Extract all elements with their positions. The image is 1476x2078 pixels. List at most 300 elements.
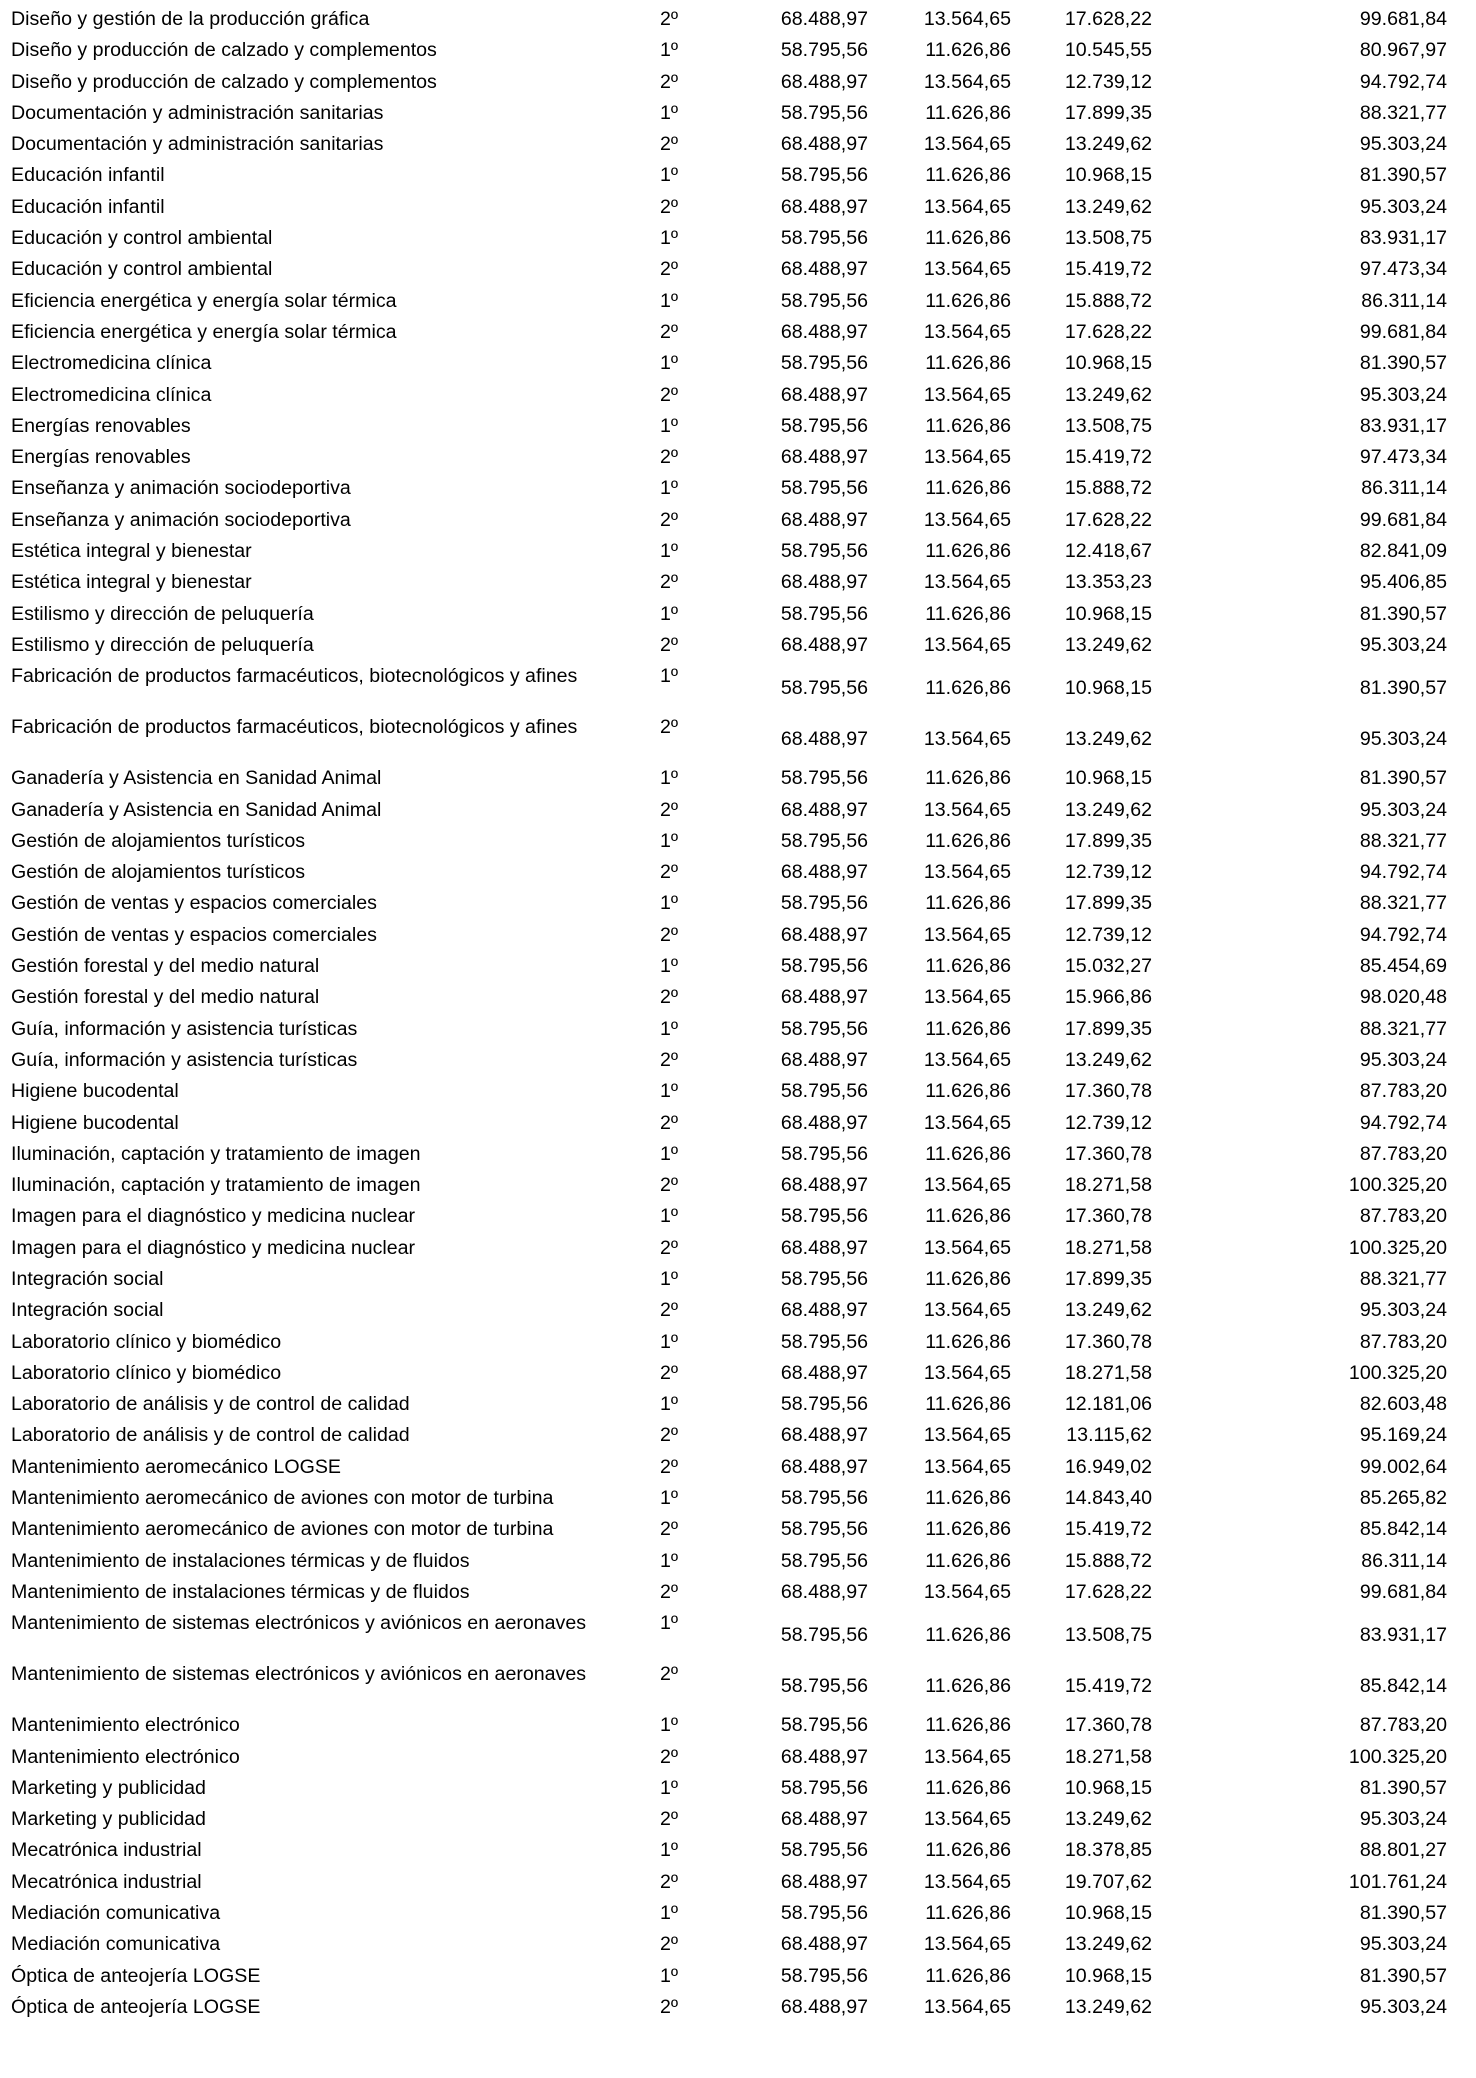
course-year: 2º bbox=[660, 133, 679, 156]
table-row bbox=[0, 708, 1476, 759]
amount-1: 68.488,97 bbox=[780, 1236, 868, 1259]
amount-2: 11.626,86 bbox=[925, 1017, 1011, 1040]
total-amount: 83.931,17 bbox=[1359, 1624, 1447, 1647]
amount-2: 13.564,65 bbox=[923, 1174, 1011, 1197]
amount-3: 12.418,67 bbox=[1064, 540, 1152, 563]
amount-1: 68.488,97 bbox=[780, 133, 868, 156]
amount-1: 68.488,97 bbox=[780, 1424, 868, 1447]
cycle-name: Diseño y producción de calzado y complementos bbox=[11, 39, 437, 62]
amount-3: 18.378,85 bbox=[1064, 1839, 1152, 1862]
table-row bbox=[0, 1354, 1476, 1385]
total-amount: 95.303,24 bbox=[1359, 383, 1447, 406]
cycle-name: Gestión forestal y del medio natural bbox=[11, 955, 320, 978]
amount-3: 13.249,62 bbox=[1064, 195, 1152, 218]
table-row bbox=[0, 1166, 1476, 1197]
amount-3: 17.899,35 bbox=[1064, 1017, 1152, 1040]
total-amount: 99.681,84 bbox=[1359, 508, 1447, 531]
course-year: 2º bbox=[660, 923, 679, 946]
amount-3: 17.899,35 bbox=[1064, 101, 1152, 124]
table-row bbox=[0, 1769, 1476, 1800]
amount-1: 58.795,56 bbox=[780, 1776, 868, 1799]
table-row bbox=[0, 1863, 1476, 1894]
table-row bbox=[0, 501, 1476, 532]
amount-3: 16.949,02 bbox=[1064, 1455, 1152, 1478]
amount-1: 68.488,97 bbox=[780, 1111, 868, 1134]
total-amount: 81.390,57 bbox=[1359, 1776, 1447, 1799]
amount-2: 13.564,65 bbox=[923, 1361, 1011, 1384]
total-amount: 95.169,24 bbox=[1359, 1424, 1447, 1447]
amount-2: 11.626,86 bbox=[925, 1080, 1011, 1103]
course-year: 1º bbox=[660, 414, 679, 437]
cycle-name: Educación infantil bbox=[11, 195, 165, 218]
total-amount: 88.321,77 bbox=[1359, 829, 1447, 852]
total-amount: 83.931,17 bbox=[1359, 414, 1447, 437]
table-row bbox=[0, 1197, 1476, 1228]
cycle-name: Enseñanza y animación sociodeportiva bbox=[11, 508, 351, 531]
cycle-name: Educación y control ambiental bbox=[11, 258, 273, 281]
course-year: 2º bbox=[660, 633, 679, 656]
amount-3: 13.249,62 bbox=[1064, 383, 1152, 406]
table-row bbox=[0, 1655, 1476, 1706]
cycle-name: Gestión de alojamientos turísticos bbox=[11, 861, 306, 884]
amount-1: 68.488,97 bbox=[780, 8, 868, 30]
total-amount: 81.390,57 bbox=[1359, 767, 1447, 790]
table-row bbox=[0, 1894, 1476, 1925]
amount-2: 13.564,65 bbox=[923, 986, 1011, 1009]
amount-3: 17.899,35 bbox=[1064, 1267, 1152, 1290]
course-year: 1º bbox=[660, 1205, 679, 1228]
amount-3: 13.249,62 bbox=[1064, 798, 1152, 821]
table-row bbox=[0, 853, 1476, 884]
amount-3: 17.360,78 bbox=[1064, 1714, 1152, 1737]
total-amount: 81.390,57 bbox=[1359, 1964, 1447, 1987]
amount-3: 10.968,15 bbox=[1064, 164, 1152, 187]
amount-1: 68.488,97 bbox=[780, 728, 868, 751]
amount-2: 13.564,65 bbox=[923, 195, 1011, 218]
table-row bbox=[0, 1706, 1476, 1737]
cycle-name: Gestión forestal y del medio natural bbox=[11, 986, 320, 1009]
amount-2: 11.626,86 bbox=[925, 164, 1011, 187]
amount-1: 58.795,56 bbox=[780, 1205, 868, 1228]
table-row bbox=[0, 31, 1476, 62]
amount-1: 58.795,56 bbox=[780, 1714, 868, 1737]
course-year: 1º bbox=[660, 477, 679, 500]
amount-3: 10.968,15 bbox=[1064, 1902, 1152, 1925]
total-amount: 86.311,14 bbox=[1361, 289, 1447, 312]
amount-2: 11.626,86 bbox=[925, 414, 1011, 437]
course-year: 1º bbox=[660, 101, 679, 124]
total-amount: 100.325,20 bbox=[1348, 1361, 1447, 1384]
total-amount: 95.303,24 bbox=[1359, 728, 1447, 751]
amount-2: 11.626,86 bbox=[925, 1267, 1011, 1290]
amount-3: 17.628,22 bbox=[1064, 508, 1152, 531]
table-row bbox=[0, 563, 1476, 594]
course-year: 2º bbox=[660, 1236, 679, 1259]
course-year: 1º bbox=[660, 39, 679, 62]
total-amount: 99.002,64 bbox=[1359, 1455, 1447, 1478]
amount-1: 58.795,56 bbox=[780, 829, 868, 852]
amount-1: 68.488,97 bbox=[780, 383, 868, 406]
amount-3: 10.968,15 bbox=[1064, 1776, 1152, 1799]
amount-2: 11.626,86 bbox=[925, 227, 1011, 250]
amount-1: 68.488,97 bbox=[780, 1808, 868, 1831]
course-year: 2º bbox=[660, 571, 679, 594]
amount-3: 13.249,62 bbox=[1064, 1048, 1152, 1071]
table-row bbox=[0, 282, 1476, 313]
course-year: 2º bbox=[660, 1995, 679, 2018]
amount-3: 17.899,35 bbox=[1064, 829, 1152, 852]
amount-3: 15.888,72 bbox=[1064, 289, 1152, 312]
amount-2: 11.626,86 bbox=[925, 540, 1011, 563]
amount-1: 68.488,97 bbox=[780, 446, 868, 469]
amount-3: 13.508,75 bbox=[1064, 227, 1152, 250]
table-row bbox=[0, 188, 1476, 219]
table-row bbox=[0, 1510, 1476, 1541]
amount-1: 58.795,56 bbox=[780, 1393, 868, 1416]
table-row bbox=[0, 469, 1476, 500]
course-year: 1º bbox=[660, 227, 679, 250]
course-year: 1º bbox=[660, 164, 679, 187]
amount-1: 58.795,56 bbox=[780, 1549, 868, 1572]
total-amount: 95.303,24 bbox=[1359, 1299, 1447, 1322]
amount-2: 11.626,86 bbox=[925, 1902, 1011, 1925]
course-year: 1º bbox=[660, 1487, 679, 1510]
total-amount: 88.321,77 bbox=[1359, 1017, 1447, 1040]
course-year: 1º bbox=[660, 955, 679, 978]
table-row bbox=[0, 63, 1476, 94]
total-amount: 95.406,85 bbox=[1359, 571, 1447, 594]
amount-2: 13.564,65 bbox=[923, 320, 1011, 343]
table-row bbox=[0, 532, 1476, 563]
total-amount: 100.325,20 bbox=[1348, 1236, 1447, 1259]
table-row bbox=[0, 1448, 1476, 1479]
total-amount: 88.321,77 bbox=[1359, 101, 1447, 124]
amount-3: 13.249,62 bbox=[1064, 633, 1152, 656]
cycle-name: Diseño y gestión de la producción gráfica bbox=[11, 8, 370, 30]
amount-1: 58.795,56 bbox=[780, 289, 868, 312]
amount-3: 13.249,62 bbox=[1064, 1808, 1152, 1831]
amount-2: 13.564,65 bbox=[923, 1424, 1011, 1447]
amount-2: 11.626,86 bbox=[925, 39, 1011, 62]
total-amount: 95.303,24 bbox=[1359, 1808, 1447, 1831]
total-amount: 85.842,14 bbox=[1359, 1518, 1447, 1541]
amount-2: 11.626,86 bbox=[925, 101, 1011, 124]
amount-2: 13.564,65 bbox=[923, 1580, 1011, 1603]
amount-3: 18.271,58 bbox=[1064, 1361, 1152, 1384]
amount-1: 58.795,56 bbox=[780, 1518, 868, 1541]
amount-3: 18.271,58 bbox=[1064, 1745, 1152, 1768]
amount-1: 58.795,56 bbox=[780, 101, 868, 124]
course-year: 1º bbox=[660, 1902, 679, 1925]
cycle-name: Óptica de anteojería LOGSE bbox=[11, 1995, 261, 2018]
amount-1: 68.488,97 bbox=[780, 986, 868, 1009]
total-amount: 81.390,57 bbox=[1359, 352, 1447, 375]
amount-2: 13.564,65 bbox=[923, 1236, 1011, 1259]
total-amount: 99.681,84 bbox=[1359, 8, 1447, 30]
cycle-name: Eficiencia energética y energía solar térmica bbox=[11, 289, 397, 312]
amount-3: 13.249,62 bbox=[1064, 1299, 1152, 1322]
amount-3: 15.419,72 bbox=[1064, 1675, 1152, 1698]
table-row bbox=[0, 1542, 1476, 1573]
amount-1: 58.795,56 bbox=[780, 1017, 868, 1040]
course-year: 2º bbox=[660, 986, 679, 1009]
cycle-name: Electromedicina clínica bbox=[11, 383, 212, 406]
amount-2: 13.564,65 bbox=[923, 258, 1011, 281]
amount-1: 58.795,56 bbox=[780, 1267, 868, 1290]
amount-3: 18.271,58 bbox=[1064, 1174, 1152, 1197]
total-amount: 88.321,77 bbox=[1359, 1267, 1447, 1290]
course-year: 2º bbox=[660, 8, 679, 30]
amount-3: 10.968,15 bbox=[1064, 1964, 1152, 1987]
amount-1: 68.488,97 bbox=[780, 1455, 868, 1478]
amount-2: 11.626,86 bbox=[925, 602, 1011, 625]
cycle-name: Mantenimiento aeromecánico de aviones con motor de turbina bbox=[11, 1518, 554, 1541]
amount-2: 11.626,86 bbox=[925, 829, 1011, 852]
total-amount: 95.303,24 bbox=[1359, 195, 1447, 218]
table-row bbox=[0, 978, 1476, 1009]
total-amount: 95.303,24 bbox=[1359, 133, 1447, 156]
amount-3: 17.360,78 bbox=[1064, 1142, 1152, 1165]
total-amount: 83.931,17 bbox=[1359, 227, 1447, 250]
amount-2: 13.564,65 bbox=[923, 446, 1011, 469]
amount-2: 11.626,86 bbox=[925, 892, 1011, 915]
amount-1: 58.795,56 bbox=[780, 540, 868, 563]
total-amount: 95.303,24 bbox=[1359, 1995, 1447, 2018]
amount-2: 11.626,86 bbox=[925, 1776, 1011, 1799]
course-year: 2º bbox=[660, 1580, 679, 1603]
cycle-name: Estilismo y dirección de peluquería bbox=[11, 602, 314, 625]
total-amount: 87.783,20 bbox=[1359, 1205, 1447, 1228]
table-row bbox=[0, 0, 1476, 31]
table-row bbox=[0, 657, 1476, 708]
amount-1: 68.488,97 bbox=[780, 1299, 868, 1322]
cycle-name: Mediación comunicativa bbox=[11, 1933, 221, 1956]
course-year: 1º bbox=[660, 1964, 679, 1987]
amount-2: 13.564,65 bbox=[923, 728, 1011, 751]
amount-2: 13.564,65 bbox=[923, 508, 1011, 531]
table-row bbox=[0, 1291, 1476, 1322]
amount-2: 13.564,65 bbox=[923, 571, 1011, 594]
total-amount: 94.792,74 bbox=[1359, 861, 1447, 884]
course-year: 1º bbox=[660, 540, 679, 563]
total-amount: 94.792,74 bbox=[1359, 70, 1447, 93]
amount-3: 15.966,86 bbox=[1064, 986, 1152, 1009]
total-amount: 82.603,48 bbox=[1359, 1393, 1447, 1416]
amount-2: 11.626,86 bbox=[925, 477, 1011, 500]
amount-3: 12.739,12 bbox=[1064, 70, 1152, 93]
table-row bbox=[0, 1260, 1476, 1291]
cycle-name: Mantenimiento aeromecánico de aviones con motor de turbina bbox=[11, 1487, 554, 1510]
total-amount: 82.841,09 bbox=[1359, 540, 1447, 563]
cycle-name: Educación infantil bbox=[11, 164, 165, 187]
amount-3: 17.360,78 bbox=[1064, 1205, 1152, 1228]
amount-1: 58.795,56 bbox=[780, 227, 868, 250]
amount-1: 58.795,56 bbox=[780, 602, 868, 625]
course-year: 2º bbox=[660, 320, 679, 343]
course-year: 2º bbox=[660, 383, 679, 406]
total-amount: 87.783,20 bbox=[1359, 1330, 1447, 1353]
course-year: 2º bbox=[660, 1174, 679, 1197]
amount-2: 13.564,65 bbox=[923, 1870, 1011, 1893]
amount-3: 12.739,12 bbox=[1064, 1111, 1152, 1134]
amount-3: 17.360,78 bbox=[1064, 1080, 1152, 1103]
amount-3: 10.968,15 bbox=[1064, 602, 1152, 625]
table-row bbox=[0, 313, 1476, 344]
course-year: 1º bbox=[660, 767, 679, 790]
table-row bbox=[0, 947, 1476, 978]
amount-3: 10.968,15 bbox=[1064, 677, 1152, 700]
total-amount: 101.761,24 bbox=[1348, 1870, 1447, 1893]
cycle-name: Mantenimiento de sistemas electrónicos y aviónicos en aeronaves bbox=[11, 1663, 587, 1686]
course-year: 1º bbox=[660, 1330, 679, 1353]
table-row bbox=[0, 1479, 1476, 1510]
amount-3: 12.739,12 bbox=[1064, 861, 1152, 884]
cycle-name: Laboratorio de análisis y de control de calidad bbox=[11, 1393, 410, 1416]
amount-3: 15.032,27 bbox=[1064, 955, 1152, 978]
course-year: 1º bbox=[660, 665, 679, 688]
course-year: 2º bbox=[660, 1455, 679, 1478]
table-row bbox=[0, 1957, 1476, 1988]
course-year: 1º bbox=[660, 1393, 679, 1416]
amount-1: 68.488,97 bbox=[780, 798, 868, 821]
cycle-name: Guía, información y asistencia turísticas bbox=[11, 1017, 358, 1040]
course-year: 2º bbox=[660, 446, 679, 469]
table-row bbox=[0, 1573, 1476, 1604]
amount-1: 68.488,97 bbox=[780, 1361, 868, 1384]
amount-1: 68.488,97 bbox=[780, 1745, 868, 1768]
course-year: 2º bbox=[660, 1361, 679, 1384]
cycle-name: Gestión de ventas y espacios comerciales bbox=[11, 923, 377, 946]
amount-2: 13.564,65 bbox=[923, 70, 1011, 93]
amount-3: 15.419,72 bbox=[1064, 1518, 1152, 1541]
total-amount: 95.303,24 bbox=[1359, 1048, 1447, 1071]
total-amount: 85.842,14 bbox=[1359, 1675, 1447, 1698]
amount-1: 68.488,97 bbox=[780, 320, 868, 343]
total-amount: 94.792,74 bbox=[1359, 1111, 1447, 1134]
amount-1: 68.488,97 bbox=[780, 508, 868, 531]
amount-2: 13.564,65 bbox=[923, 1048, 1011, 1071]
table-row bbox=[0, 1041, 1476, 1072]
amount-3: 17.628,22 bbox=[1064, 8, 1152, 30]
total-amount: 99.681,84 bbox=[1359, 1580, 1447, 1603]
cycle-name: Estética integral y bienestar bbox=[11, 571, 252, 594]
amount-2: 13.564,65 bbox=[923, 383, 1011, 406]
table-row bbox=[0, 219, 1476, 250]
total-amount: 97.473,34 bbox=[1359, 446, 1447, 469]
table-row bbox=[0, 125, 1476, 156]
table-row bbox=[0, 822, 1476, 853]
amount-3: 10.545,55 bbox=[1064, 39, 1152, 62]
amount-1: 68.488,97 bbox=[780, 195, 868, 218]
course-year: 2º bbox=[660, 1870, 679, 1893]
amount-3: 14.843,40 bbox=[1064, 1487, 1152, 1510]
cycle-name: Enseñanza y animación sociodeportiva bbox=[11, 477, 351, 500]
course-year: 2º bbox=[660, 861, 679, 884]
total-amount: 85.454,69 bbox=[1359, 955, 1447, 978]
amount-2: 11.626,86 bbox=[925, 1205, 1011, 1228]
table-row bbox=[0, 1416, 1476, 1447]
cycle-name: Integración social bbox=[11, 1267, 164, 1290]
table-row bbox=[0, 1072, 1476, 1103]
amount-2: 13.564,65 bbox=[923, 1933, 1011, 1956]
amount-3: 13.508,75 bbox=[1064, 414, 1152, 437]
amount-2: 13.564,65 bbox=[923, 1111, 1011, 1134]
amount-1: 58.795,56 bbox=[780, 1080, 868, 1103]
total-amount: 81.390,57 bbox=[1359, 164, 1447, 187]
total-amount: 81.390,57 bbox=[1359, 602, 1447, 625]
amount-3: 17.360,78 bbox=[1064, 1330, 1152, 1353]
amount-1: 68.488,97 bbox=[780, 1048, 868, 1071]
total-amount: 98.020,48 bbox=[1359, 986, 1447, 1009]
amount-1: 58.795,56 bbox=[780, 892, 868, 915]
course-year: 2º bbox=[660, 195, 679, 218]
cycle-name: Documentación y administración sanitarias bbox=[11, 133, 384, 156]
table-row bbox=[0, 376, 1476, 407]
course-year: 2º bbox=[660, 1663, 679, 1686]
amount-3: 15.888,72 bbox=[1064, 477, 1152, 500]
amount-2: 11.626,86 bbox=[925, 767, 1011, 790]
cycle-name: Marketing y publicidad bbox=[11, 1776, 206, 1799]
amount-2: 11.626,86 bbox=[925, 1142, 1011, 1165]
cycle-name: Mantenimiento de instalaciones térmicas y de fluidos bbox=[11, 1549, 470, 1572]
cycle-name: Mantenimiento electrónico bbox=[11, 1714, 240, 1737]
cycle-name: Mantenimiento de sistemas electrónicos y aviónicos en aeronaves bbox=[11, 1612, 587, 1635]
amount-1: 68.488,97 bbox=[780, 1995, 868, 2018]
amount-3: 12.181,06 bbox=[1064, 1393, 1152, 1416]
total-amount: 86.311,14 bbox=[1361, 477, 1447, 500]
amount-1: 58.795,56 bbox=[780, 1902, 868, 1925]
amount-1: 58.795,56 bbox=[780, 1675, 868, 1698]
amount-1: 58.795,56 bbox=[780, 414, 868, 437]
cycle-name: Higiene bucodental bbox=[11, 1111, 179, 1134]
total-amount: 88.801,27 bbox=[1359, 1839, 1447, 1862]
amount-3: 12.739,12 bbox=[1064, 923, 1152, 946]
amount-1: 68.488,97 bbox=[780, 1870, 868, 1893]
amount-2: 11.626,86 bbox=[925, 1487, 1011, 1510]
cycle-name: Electromedicina clínica bbox=[11, 352, 212, 375]
course-year: 2º bbox=[660, 1745, 679, 1768]
course-year: 2º bbox=[660, 1808, 679, 1831]
table-row bbox=[0, 94, 1476, 125]
cycle-name: Imagen para el diagnóstico y medicina nuclear bbox=[11, 1236, 416, 1259]
course-year: 1º bbox=[660, 1549, 679, 1572]
amount-1: 68.488,97 bbox=[780, 633, 868, 656]
table-row bbox=[0, 791, 1476, 822]
course-year: 2º bbox=[660, 508, 679, 531]
course-year: 2º bbox=[660, 1424, 679, 1447]
course-year: 2º bbox=[660, 1299, 679, 1322]
total-amount: 80.967,97 bbox=[1359, 39, 1447, 62]
amount-2: 11.626,86 bbox=[925, 1964, 1011, 1987]
amount-3: 13.249,62 bbox=[1064, 728, 1152, 751]
course-year: 1º bbox=[660, 892, 679, 915]
amount-1: 58.795,56 bbox=[780, 767, 868, 790]
total-amount: 99.681,84 bbox=[1359, 320, 1447, 343]
amount-2: 11.626,86 bbox=[925, 1839, 1011, 1862]
table-row bbox=[0, 759, 1476, 790]
amount-3: 13.249,62 bbox=[1064, 1933, 1152, 1956]
amount-2: 13.564,65 bbox=[923, 798, 1011, 821]
table-row bbox=[0, 1925, 1476, 1956]
amount-2: 13.564,65 bbox=[923, 1299, 1011, 1322]
cycle-name: Ganadería y Asistencia en Sanidad Animal bbox=[11, 798, 382, 821]
course-year: 2º bbox=[660, 1048, 679, 1071]
cycle-name: Laboratorio clínico y biomédico bbox=[11, 1330, 282, 1353]
cycle-name: Higiene bucodental bbox=[11, 1080, 179, 1103]
course-year: 1º bbox=[660, 352, 679, 375]
amount-1: 68.488,97 bbox=[780, 571, 868, 594]
total-amount: 87.783,20 bbox=[1359, 1714, 1447, 1737]
